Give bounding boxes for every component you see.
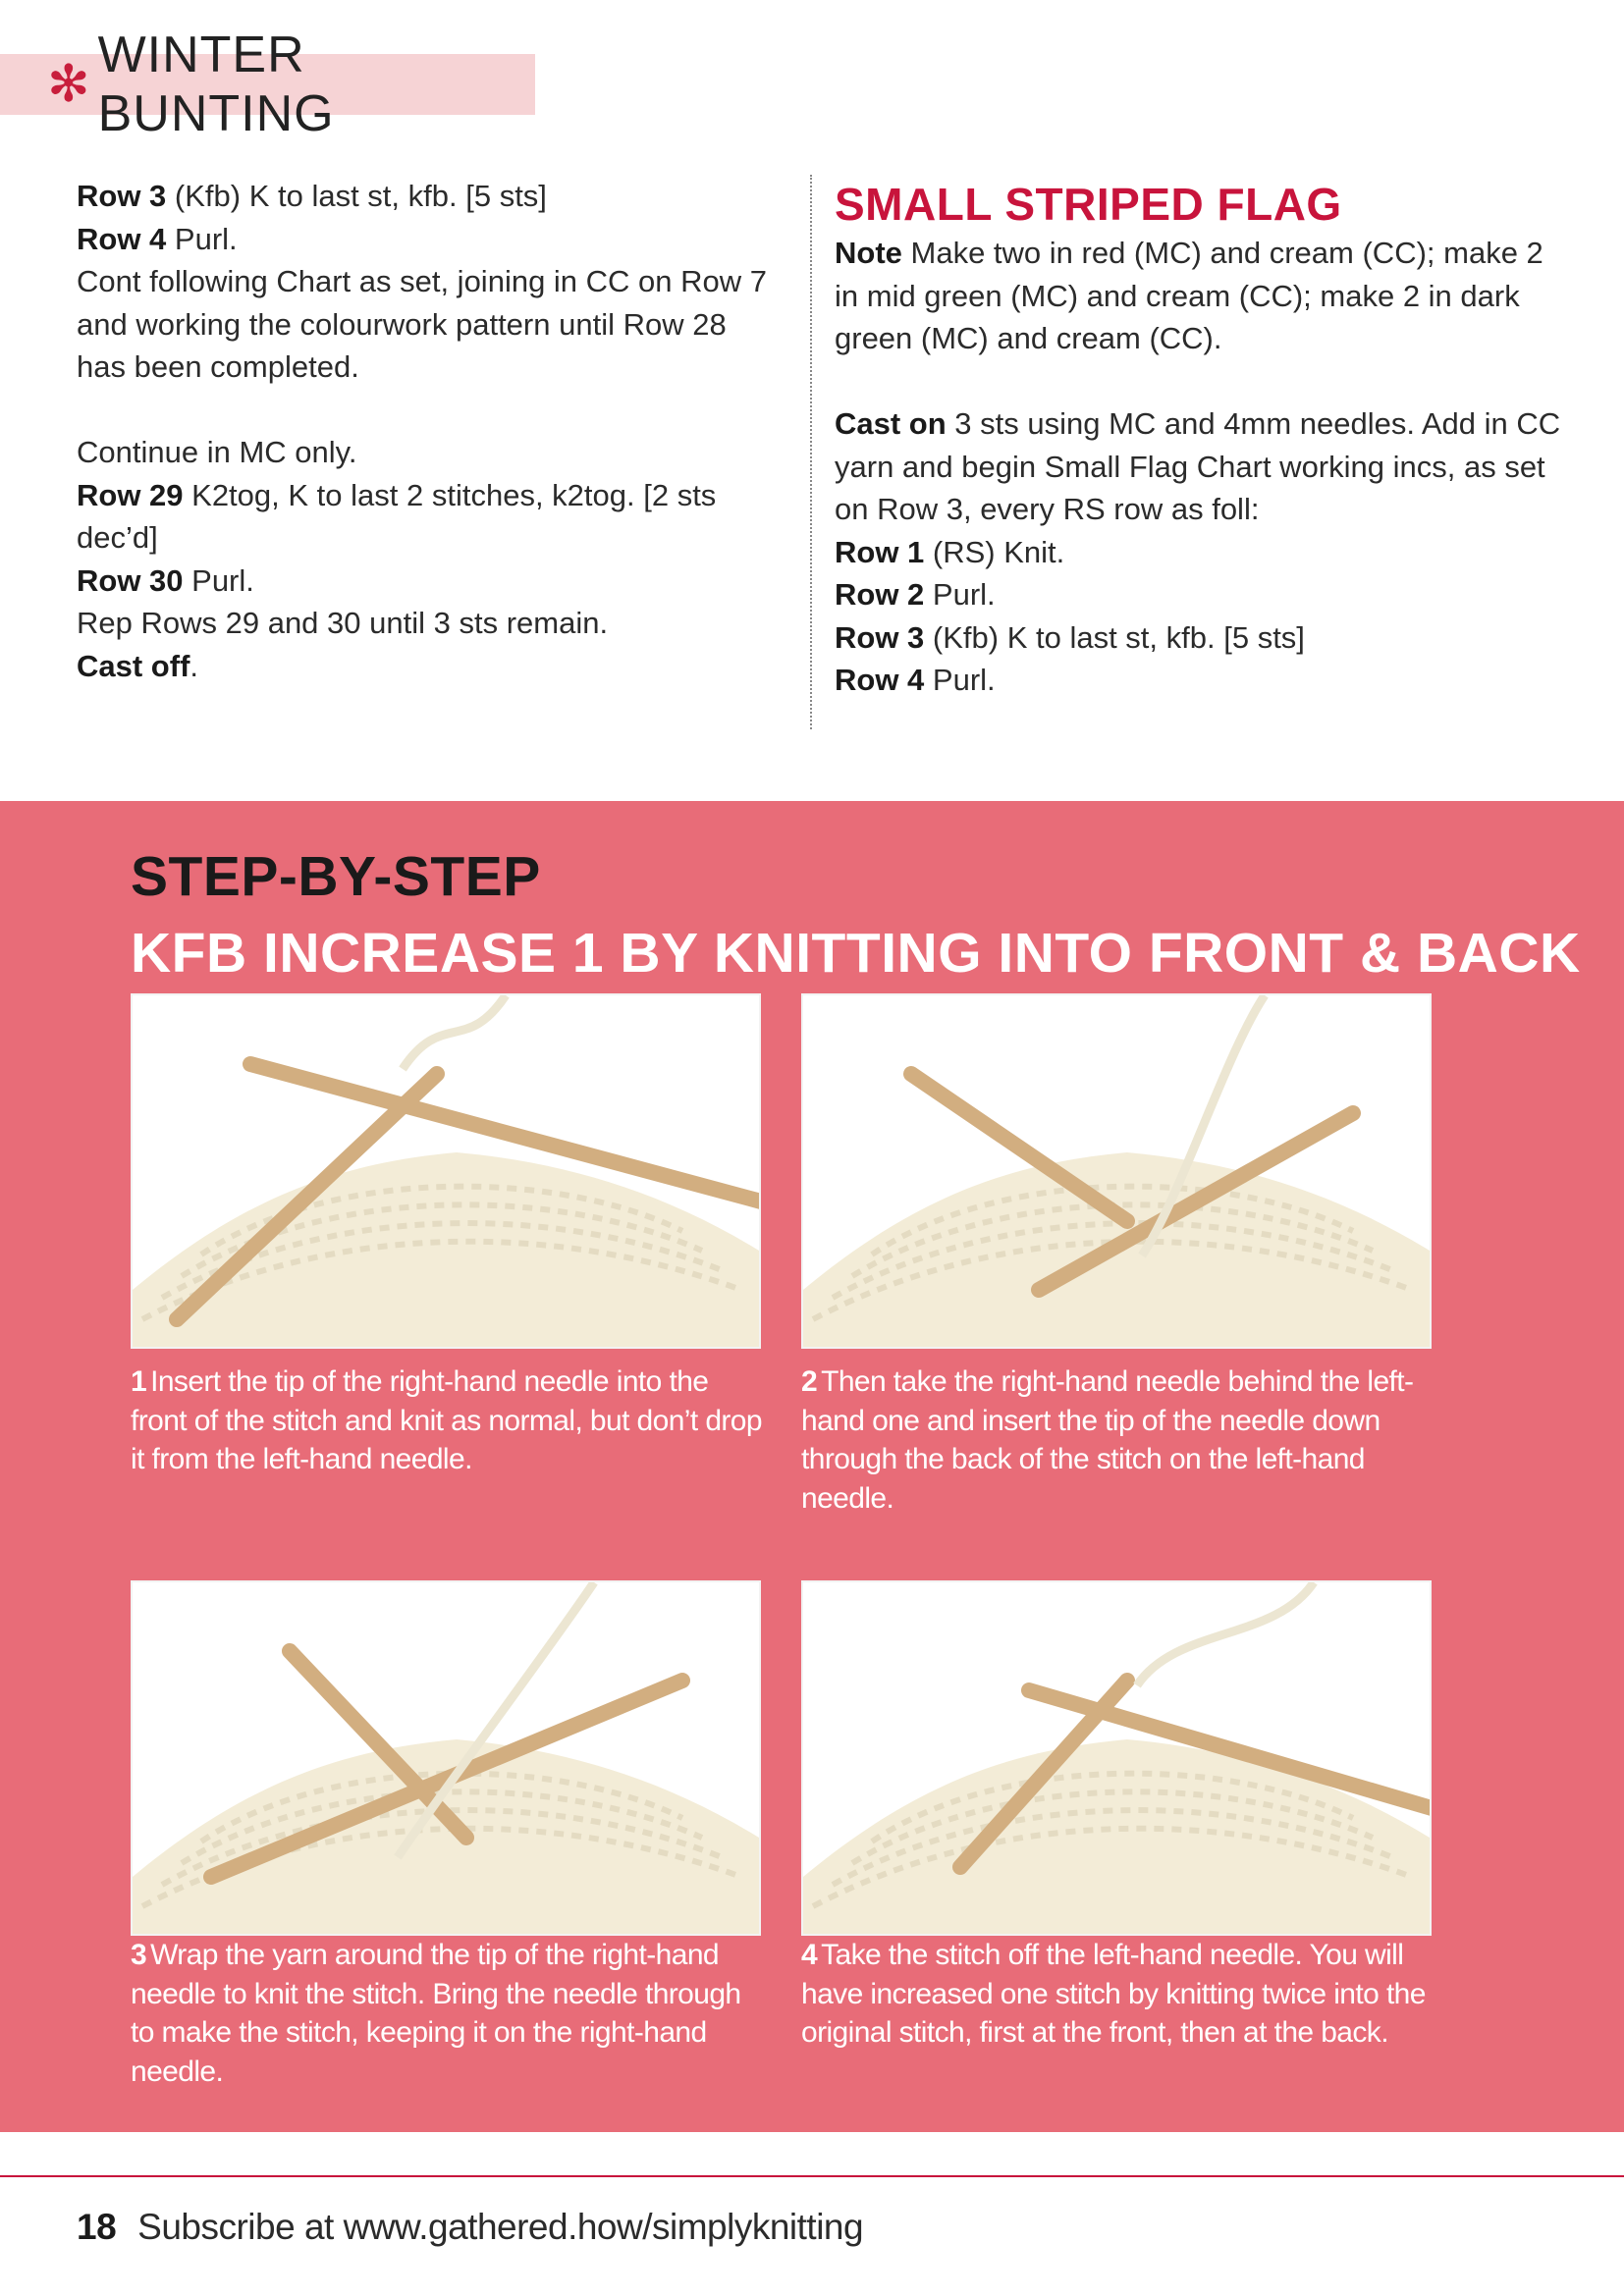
panel-headline: KFB INCREASE 1 BY KNITTING INTO FRONT & BACK — [131, 922, 1581, 985]
pattern-left-column — [77, 175, 784, 687]
pattern-line — [77, 602, 784, 645]
row-label: Row 30 — [77, 562, 184, 598]
step-3-photo — [131, 1580, 761, 1936]
row-instruction: Purl. — [183, 562, 254, 598]
row-label: Row 4 — [835, 663, 925, 697]
row-label: Row 4 — [77, 221, 167, 256]
row-instruction: . — [189, 648, 199, 683]
row-instruction: Cont following Chart as set, joining in CC on Row 7 and working the colourwork pattern until Row 28 has been completed. — [77, 264, 768, 384]
step-1-photo — [131, 993, 761, 1349]
paragraph-gap — [835, 360, 1561, 403]
row-instruction: K2tog, K to last 2 stitches, k2tog. [2 sts dec’d] — [77, 477, 717, 555]
row-instruction: Purl. — [166, 221, 238, 256]
row-label: Note — [835, 236, 902, 270]
pattern-line — [835, 232, 1561, 360]
pattern-line — [77, 175, 784, 218]
pattern-line — [835, 573, 1561, 616]
page-number: 18 — [77, 2207, 117, 2247]
row-label: Row 1 — [835, 534, 925, 569]
step-4-text — [801, 1936, 1439, 2053]
step-4-photo — [801, 1580, 1432, 1936]
step-3-number: 3 — [131, 1939, 147, 1971]
row-label: Row 3 — [77, 179, 167, 213]
step-2-number: 2 — [801, 1365, 818, 1398]
step-3-body: Wrap the yarn around the tip of the right-hand needle to knit the stitch. Bring the needle through to make the stitch, keeping it on the right-hand needle. — [131, 1939, 741, 2088]
row-label: Cast off — [77, 648, 190, 683]
row-instruction: Purl. — [924, 663, 996, 697]
panel-kicker: STEP-BY-STEP — [131, 845, 541, 908]
row-label: Cast on — [835, 406, 947, 441]
paragraph-gap — [77, 389, 784, 432]
step-3-text — [131, 1936, 769, 2091]
step-4-number: 4 — [801, 1939, 818, 1971]
row-label: Row 3 — [835, 619, 925, 655]
step-1-body: Insert the tip of the right-hand needle into the front of the stitch and knit as normal, but don’t drop it from the left-hand needle. — [131, 1365, 762, 1475]
row-instruction: Make two in red (MC) and cream (CC); make 2 in mid green (MC) and cream (CC); make 2 in dark green (MC) and cream (CC). — [835, 236, 1543, 355]
row-instruction: (Kfb) K to last st, kfb. [5 sts] — [924, 619, 1305, 655]
pattern-line — [77, 218, 784, 261]
pattern-line — [77, 560, 784, 603]
step-2-body: Then take the right-hand needle behind the left-hand one and insert the tip of the needle down through the back of the stitch on the left-hand needle. — [801, 1365, 1414, 1515]
section-tag — [0, 27, 535, 142]
footer — [77, 2207, 863, 2248]
pattern-line — [77, 474, 784, 560]
pattern-line — [835, 659, 1561, 702]
row-instruction: (RS) Knit. — [924, 534, 1065, 569]
row-label: Row 2 — [835, 577, 925, 612]
row-label: Row 29 — [77, 477, 184, 512]
step-4-body: Take the stitch off the left-hand needle. You will have increased one stitch by knitting twice into the original stitch, first at the front, then at the back. — [801, 1939, 1426, 2049]
step-by-step-panel — [0, 801, 1624, 2132]
subscribe-link[interactable]: Subscribe at www.gathered.how/simplyknitting — [137, 2207, 864, 2247]
row-instruction: 3 sts using MC and 4mm needles. Add in CC yarn and begin Small Flag Chart working incs, as set on Row 3, every RS row as foll: — [835, 406, 1561, 526]
row-instruction: Rep Rows 29 and 30 until 3 sts remain. — [77, 606, 609, 640]
step-1-number: 1 — [131, 1365, 147, 1398]
footer-rule — [0, 2175, 1624, 2177]
column-divider — [810, 175, 812, 729]
step-2-text — [801, 1362, 1439, 1518]
pattern-line — [835, 402, 1561, 531]
asterisk-icon: ✻ — [47, 56, 90, 113]
row-instruction: Continue in MC only. — [77, 435, 357, 469]
pattern-line — [835, 531, 1561, 574]
pattern-line — [835, 616, 1561, 660]
section-title: WINTER BUNTING — [97, 27, 335, 142]
pattern-line — [77, 431, 784, 474]
step-1-text — [131, 1362, 769, 1479]
row-instruction: Purl. — [924, 577, 996, 612]
row-instruction: (Kfb) K to last st, kfb. [5 sts] — [166, 179, 547, 213]
pattern-line — [77, 645, 784, 688]
pattern-line — [77, 260, 784, 389]
pattern-right-column — [835, 179, 1561, 702]
step-2-photo — [801, 993, 1432, 1349]
small-flag-heading: SMALL STRIPED FLAG — [835, 179, 1342, 230]
